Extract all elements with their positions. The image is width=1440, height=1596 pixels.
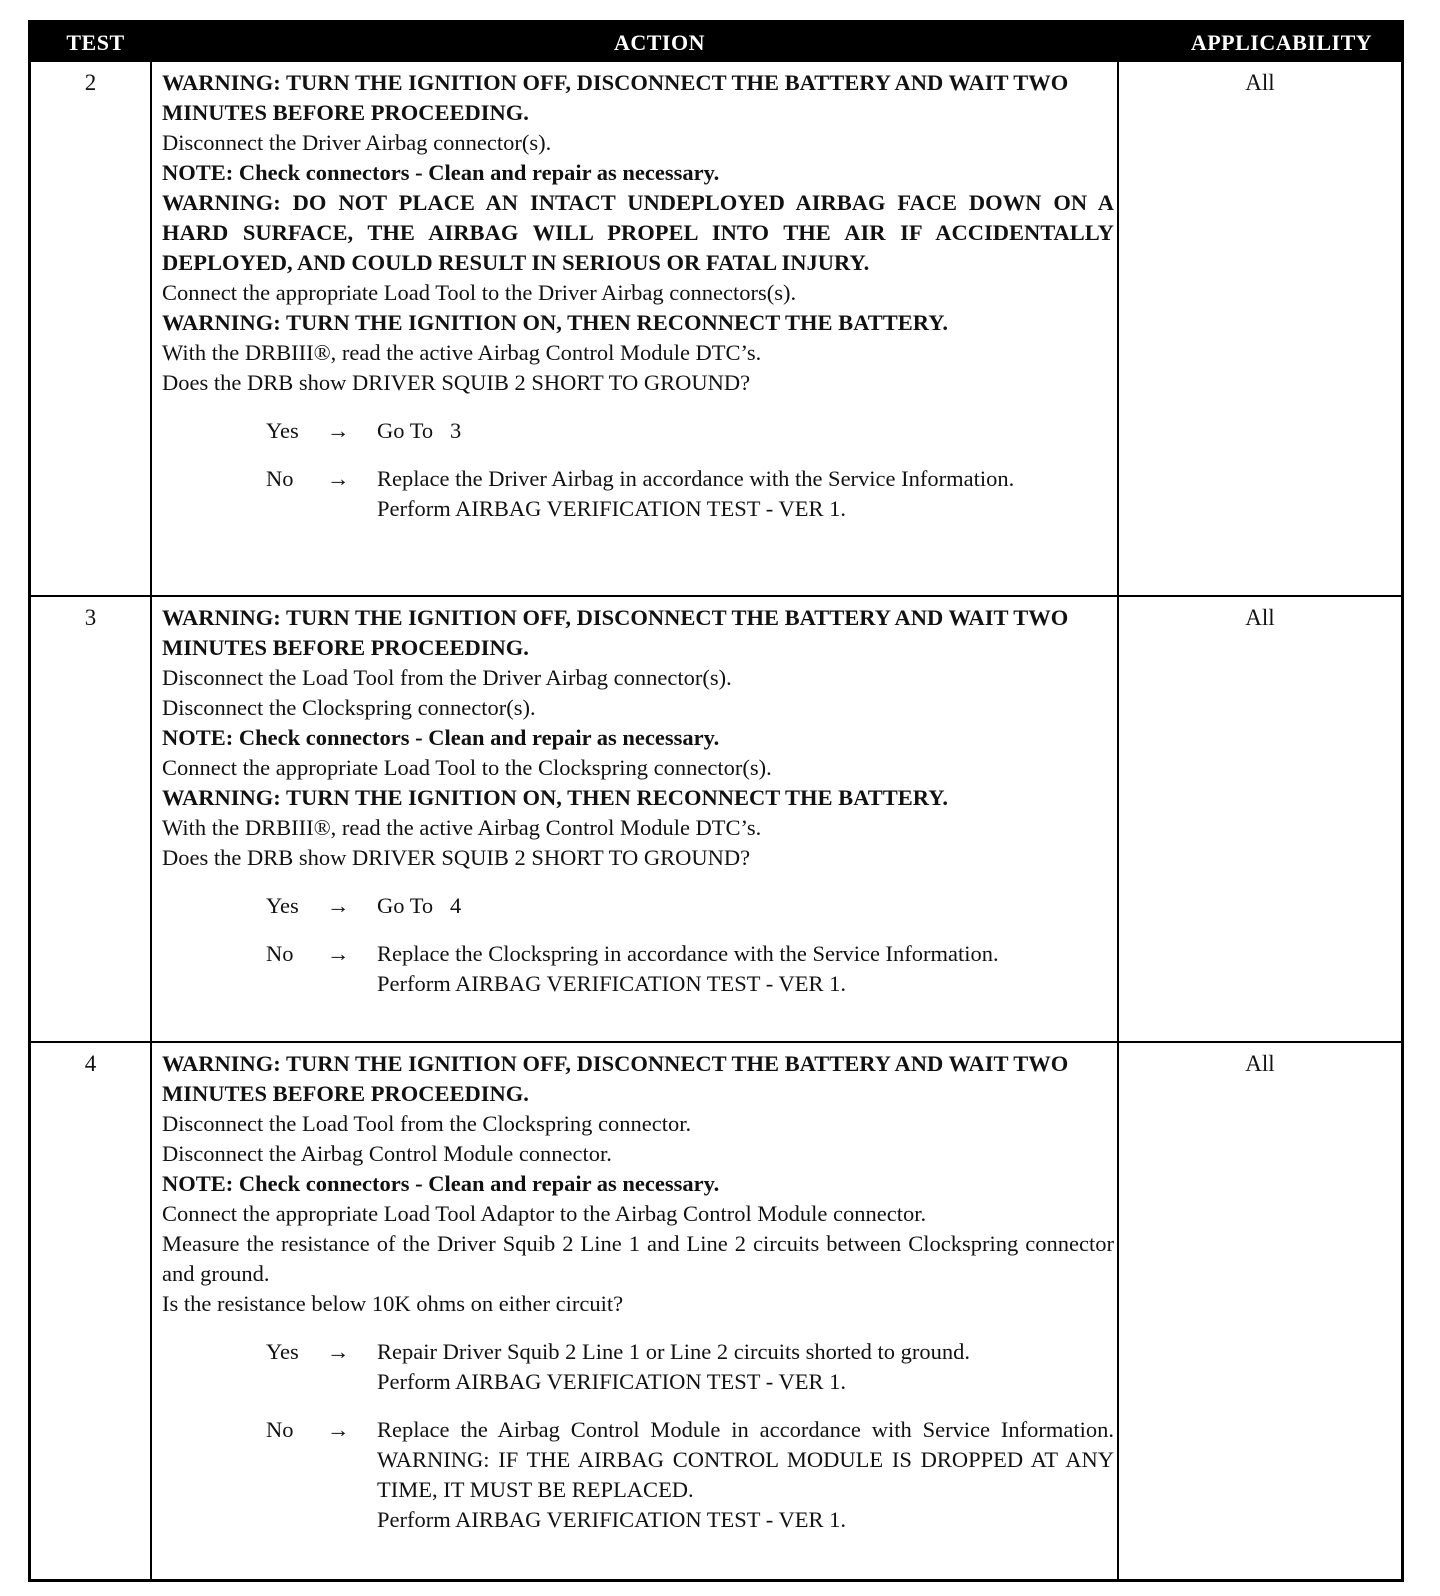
warning-text: WARNING: TURN THE IGNITION OFF, DISCONNECT THE BATTERY AND WAIT TWO MINUTES BEFORE PROCEEDING. <box>162 1051 1069 1106</box>
warning-text: WARNING: TURN THE IGNITION OFF, DISCONNECT THE BATTERY AND WAIT TWO MINUTES BEFORE PROCEEDING. <box>162 70 1069 125</box>
yes-branch <box>162 891 1114 921</box>
no-text-followup: Perform AIRBAG VERIFICATION TEST - VER 1. <box>377 1507 846 1532</box>
test-row-3 <box>31 595 1401 1041</box>
note-text: NOTE: Check connectors - Clean and repair as necessary. <box>162 1171 720 1196</box>
arrow-icon: → <box>327 466 350 491</box>
arrow-icon: → <box>327 1339 350 1364</box>
no-branch <box>162 464 1114 524</box>
step-text: Connect the appropriate Load Tool Adaptor to the Airbag Control Module connector. <box>162 1201 927 1226</box>
warning-text: WARNING: DO NOT PLACE AN INTACT UNDEPLOYED AIRBAG FACE DOWN ON A HARD SURFACE, THE AIRBAG WILL PROPEL INTO THE AIR IF ACCIDENTALLY DEPLOYED, AND COULD RESULT IN SERIOUS OR FATAL INJURY. <box>162 190 1114 275</box>
applicability-cell: All <box>1245 605 1275 630</box>
header-action: ACTION <box>613 30 705 55</box>
applicability-cell: All <box>1245 70 1275 95</box>
step-text: Measure the resistance of the Driver Squib 2 Line 1 and Line 2 circuits between Clockspring connector and ground. <box>162 1231 1114 1286</box>
yes-branch <box>162 1337 1114 1397</box>
test-number: 2 <box>84 70 97 95</box>
yes-branch <box>162 416 1114 446</box>
step-text: Connect the appropriate Load Tool to the Driver Airbag connectors(s). <box>162 280 797 305</box>
test-row-2 <box>31 62 1401 595</box>
yes-label: Yes <box>266 893 299 918</box>
yes-text: Repair Driver Squib 2 Line 1 or Line 2 circuits shorted to ground. <box>377 1339 970 1364</box>
step-text: Disconnect the Load Tool from the Driver Airbag connector(s). <box>162 665 732 690</box>
no-text: Replace the Clockspring in accordance with the Service Information. <box>377 941 999 966</box>
no-label: No <box>266 941 294 966</box>
diagnostic-test-table <box>28 20 1404 1582</box>
step-text: With the DRBIII®, read the active Airbag Control Module DTC’s. <box>162 340 762 365</box>
warning-text: WARNING: TURN THE IGNITION ON, THEN RECONNECT THE BATTERY. <box>162 310 949 335</box>
arrow-icon: → <box>327 1417 350 1442</box>
test-number: 3 <box>84 605 97 630</box>
no-branch <box>162 939 1114 999</box>
step-text: With the DRBIII®, read the active Airbag Control Module DTC’s. <box>162 815 762 840</box>
action-cell <box>162 603 1114 999</box>
question-text: Does the DRB show DRIVER SQUIB 2 SHORT TO GROUND? <box>162 370 751 395</box>
no-branch <box>162 1415 1114 1535</box>
no-label: No <box>266 466 294 491</box>
test-row-4 <box>31 1041 1401 1579</box>
no-label: No <box>266 1417 294 1442</box>
no-text-followup: Perform AIRBAG VERIFICATION TEST - VER 1. <box>377 971 846 996</box>
arrow-icon: → <box>327 893 350 918</box>
step-text: Connect the appropriate Load Tool to the Clockspring connector(s). <box>162 755 772 780</box>
question-text: Is the resistance below 10K ohms on either circuit? <box>162 1291 624 1316</box>
action-cell <box>162 68 1114 524</box>
header-test: TEST <box>66 30 125 55</box>
step-text: Disconnect the Clockspring connector(s). <box>162 695 536 720</box>
yes-label: Yes <box>266 418 299 443</box>
applicability-cell: All <box>1245 1051 1275 1076</box>
no-text-followup: Perform AIRBAG VERIFICATION TEST - VER 1. <box>377 496 846 521</box>
question-text: Does the DRB show DRIVER SQUIB 2 SHORT TO GROUND? <box>162 845 751 870</box>
yes-text-followup: Perform AIRBAG VERIFICATION TEST - VER 1. <box>377 1369 846 1394</box>
no-text: Replace the Driver Airbag in accordance with the Service Information. <box>377 466 1015 491</box>
arrow-icon: → <box>327 418 350 443</box>
warning-text: WARNING: TURN THE IGNITION OFF, DISCONNECT THE BATTERY AND WAIT TWO MINUTES BEFORE PROCEEDING. <box>162 605 1069 660</box>
test-number: 4 <box>84 1051 97 1076</box>
yes-text: Go To 4 <box>377 893 462 918</box>
yes-text: Go To 3 <box>377 418 462 443</box>
yes-label: Yes <box>266 1339 299 1364</box>
warning-text: WARNING: TURN THE IGNITION ON, THEN RECONNECT THE BATTERY. <box>162 785 949 810</box>
arrow-icon: → <box>327 941 350 966</box>
action-cell <box>162 1049 1114 1535</box>
header-applicability: APPLICABILITY <box>1190 30 1373 55</box>
step-text: Disconnect the Load Tool from the Clockspring connector. <box>162 1111 692 1136</box>
step-text: Disconnect the Airbag Control Module connector. <box>162 1141 612 1166</box>
note-text: NOTE: Check connectors - Clean and repair as necessary. <box>162 725 720 750</box>
step-text: Disconnect the Driver Airbag connector(s). <box>162 130 552 155</box>
note-text: NOTE: Check connectors - Clean and repair as necessary. <box>162 160 720 185</box>
table-header <box>31 23 1401 62</box>
no-text: Replace the Airbag Control Module in accordance with Service Information. WARNING: IF THE AIRBAG CONTROL MODULE IS DROPPED AT ANY TIME, IT MUST BE REPLACED. <box>377 1417 1114 1502</box>
